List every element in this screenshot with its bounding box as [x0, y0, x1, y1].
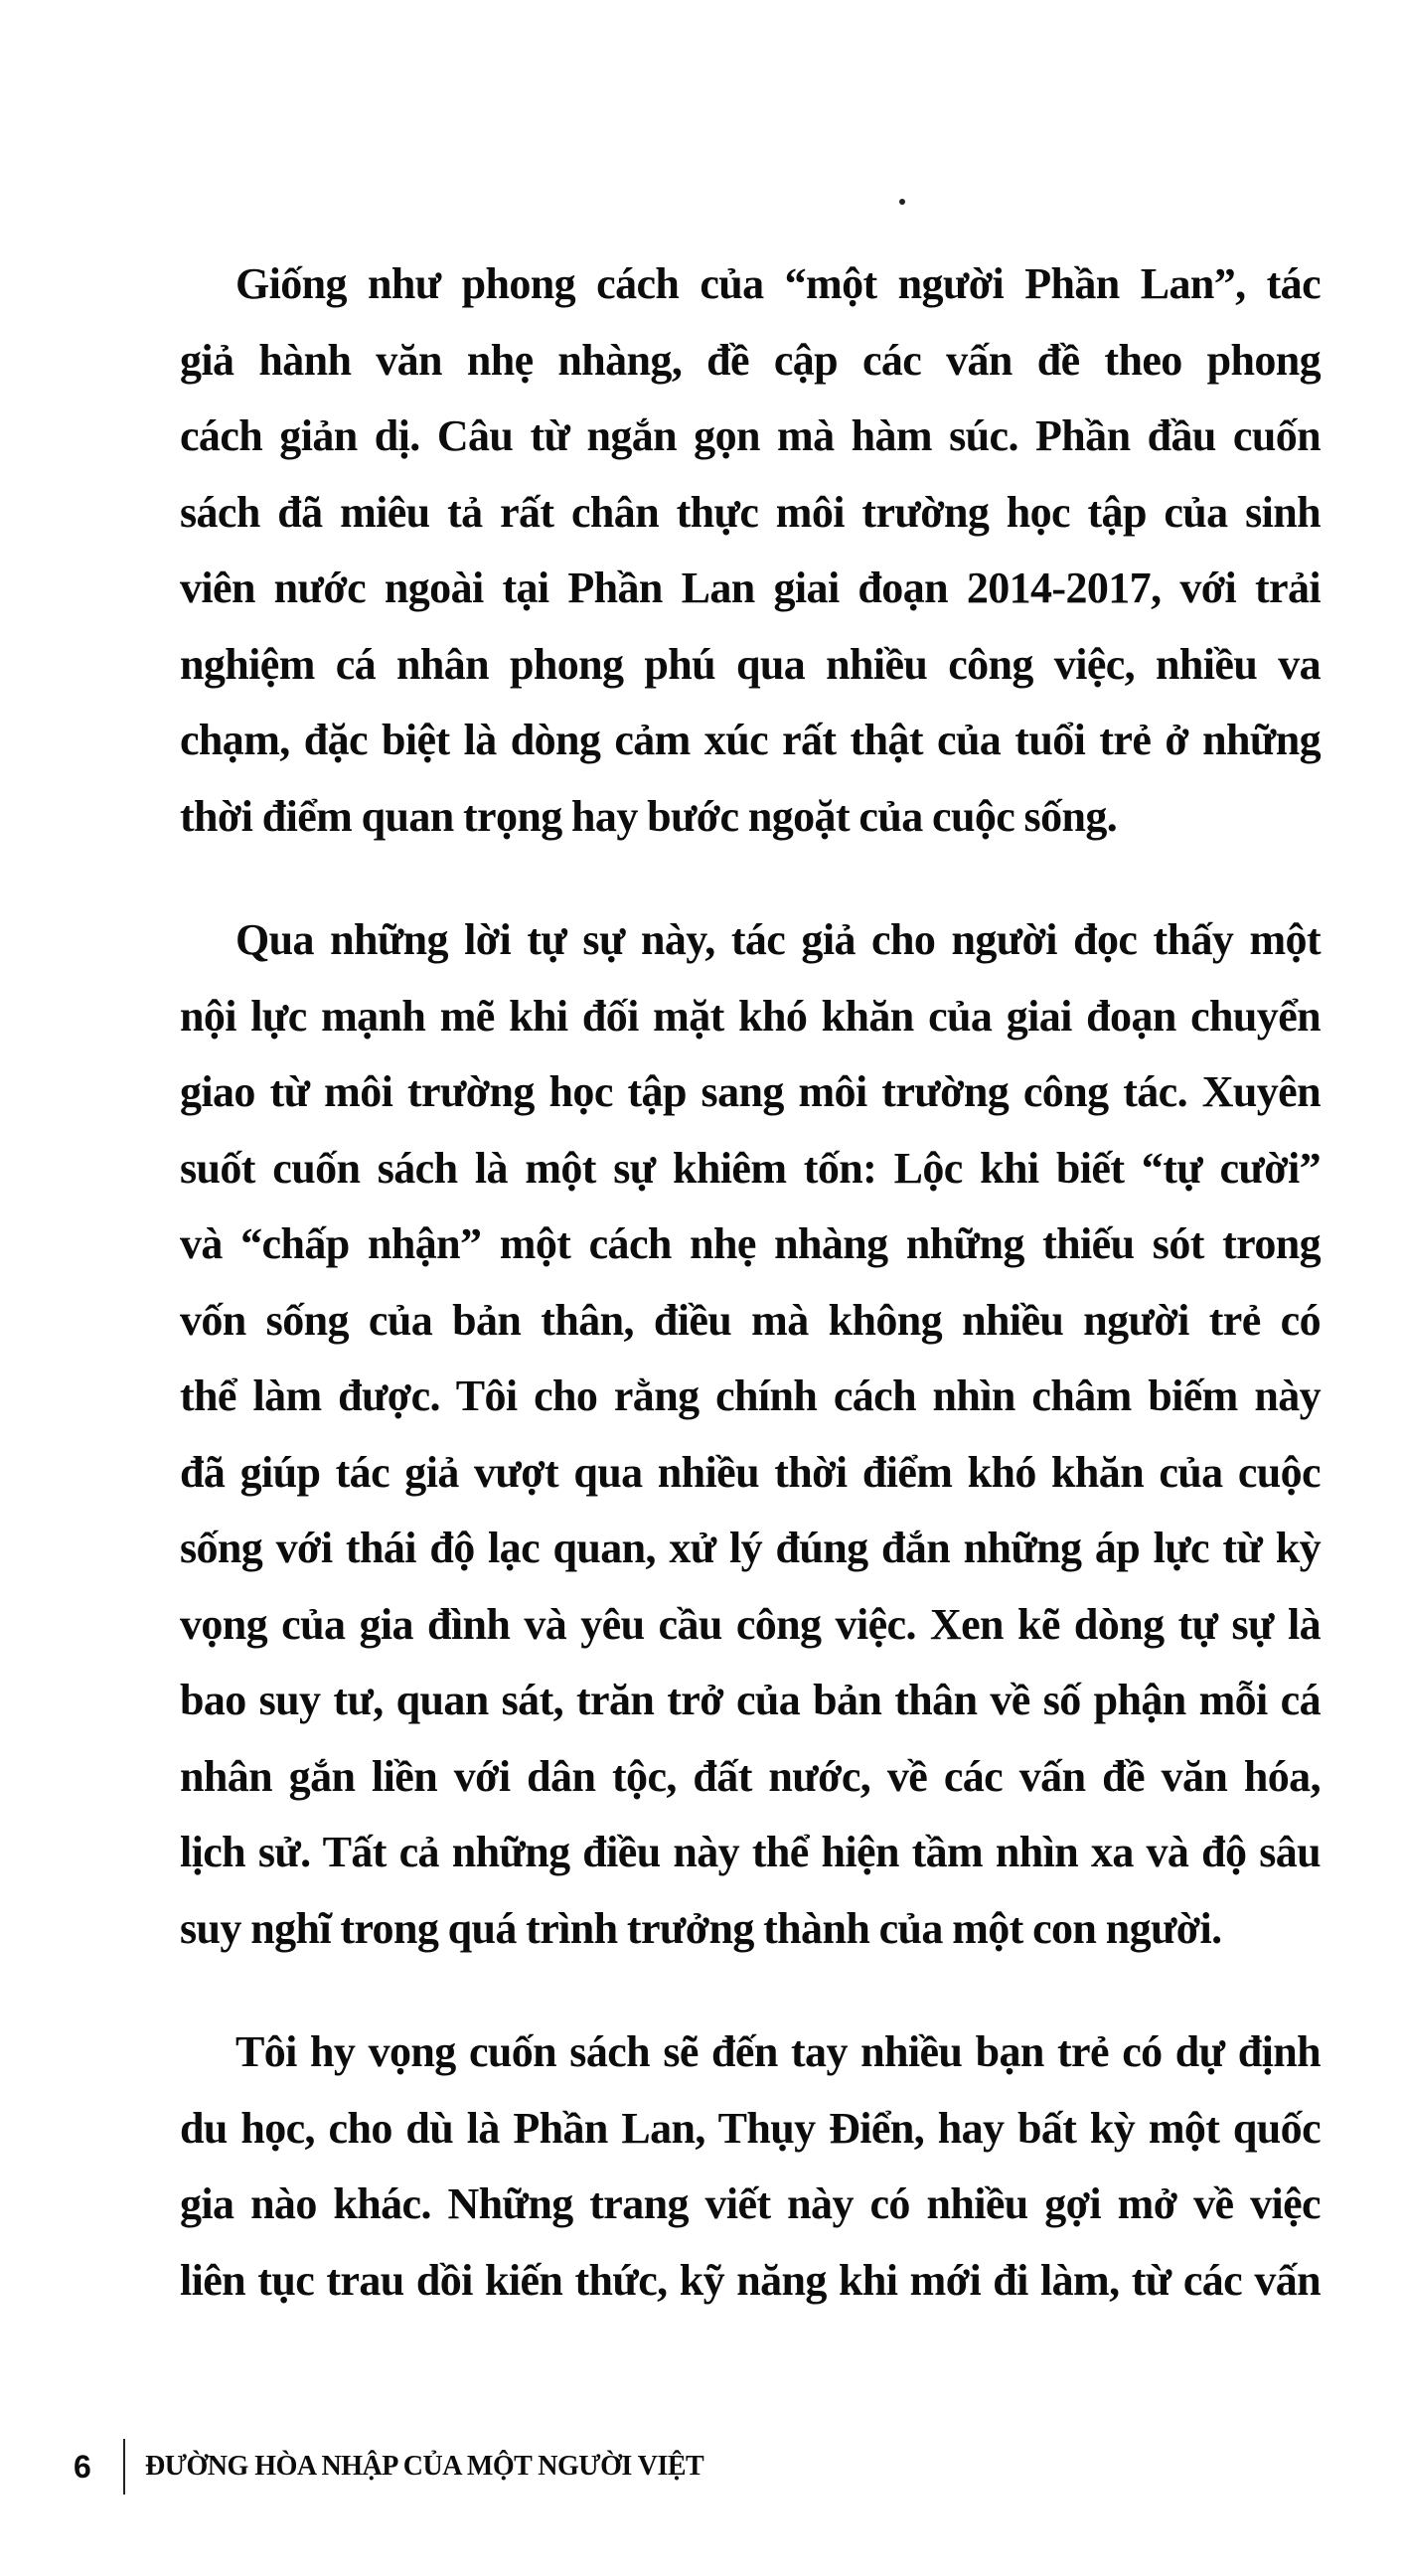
text-line: Giống như phong cách của “một người Phần Lan”, tác	[235, 259, 1321, 308]
text-line: bao suy tư, quan sát, trăn trở của bản thân về số phận mỗi cá	[180, 1676, 1321, 1724]
footer-divider	[123, 2439, 125, 2495]
page-footer	[74, 2437, 703, 2496]
text-line: vốn sống của bản thân, điều mà không nhiều người trẻ có	[180, 1295, 1321, 1345]
text-line: du học, cho dù là Phần Lan, Thụy Điển, hay bất kỳ một quốc	[180, 2103, 1321, 2153]
text-line: nhân gắn liền với dân tộc, đất nước, về các vấn đề văn hóa,	[180, 1751, 1321, 1801]
text-line: giao từ môi trường học tập sang môi trường công tác. Xuyên	[180, 1067, 1321, 1116]
text-line: lịch sử. Tất cả những điều này thể hiện tầm nhìn xa và độ sâu	[180, 1828, 1321, 1876]
text-line: suốt cuốn sách là một sự khiêm tốn: Lộc khi biết “tự cười”	[180, 1143, 1321, 1193]
paragraph	[180, 902, 1321, 1967]
text-line: thể làm được. Tôi cho rằng chính cách nhìn châm biếm này	[180, 1371, 1321, 1420]
stray-dot-mark	[899, 199, 905, 205]
text-line: gia nào khác. Những trang viết này có nhiều gợi mở về việc	[180, 2179, 1321, 2228]
text-line: thời điểm quan trọng hay bước ngoặt của cuộc sống.	[180, 791, 1118, 841]
text-line: chạm, đặc biệt là dòng cảm xúc rất thật của tuổi trẻ ở những	[180, 716, 1321, 764]
paragraph	[180, 246, 1321, 855]
text-line: và “chấp nhận” một cách nhẹ nhàng những thiếu sót trong	[180, 1219, 1321, 1268]
text-line: sách đã miêu tả rất chân thực môi trường học tập của sinh	[180, 487, 1321, 537]
text-line: đã giúp tác giả vượt qua nhiều thời điểm khó khăn của cuộc	[180, 1447, 1321, 1497]
body-text	[180, 246, 1321, 2366]
text-line: suy nghĩ trong quá trình trưởng thành của một con người.	[180, 1903, 1222, 1953]
text-line: nghiệm cá nhân phong phú qua nhiều công việc, nhiều va	[180, 639, 1321, 689]
text-line: liên tục trau dồi kiến thức, kỹ năng khi mới đi làm, từ các vấn	[180, 2255, 1321, 2305]
text-line: nội lực mạnh mẽ khi đối mặt khó khăn của giai đoạn chuyển	[180, 991, 1321, 1041]
text-line: Tôi hy vọng cuốn sách sẽ đến tay nhiều bạn trẻ có dự định	[235, 2027, 1321, 2076]
page-number: 6	[74, 2448, 91, 2485]
text-line: cách giản dị. Câu từ ngắn gọn mà hàm súc. Phần đầu cuốn	[180, 411, 1321, 460]
paragraph	[180, 2014, 1321, 2319]
text-line: giả hành văn nhẹ nhàng, đề cập các vấn đề theo phong	[180, 335, 1321, 385]
text-line: viên nước ngoài tại Phần Lan giai đoạn 2014-2017, với trải	[180, 564, 1321, 612]
text-line: Qua những lời tự sự này, tác giả cho người đọc thấy một	[235, 915, 1321, 964]
text-line: sống với thái độ lạc quan, xử lý đúng đắn những áp lực từ kỳ	[180, 1524, 1321, 1572]
running-title: ĐƯỜNG HÒA NHẬP CỦA MỘT NGƯỜI VIỆT	[145, 2451, 704, 2482]
text-line: vọng của gia đình và yêu cầu công việc. Xen kẽ dòng tự sự là	[180, 1599, 1321, 1649]
